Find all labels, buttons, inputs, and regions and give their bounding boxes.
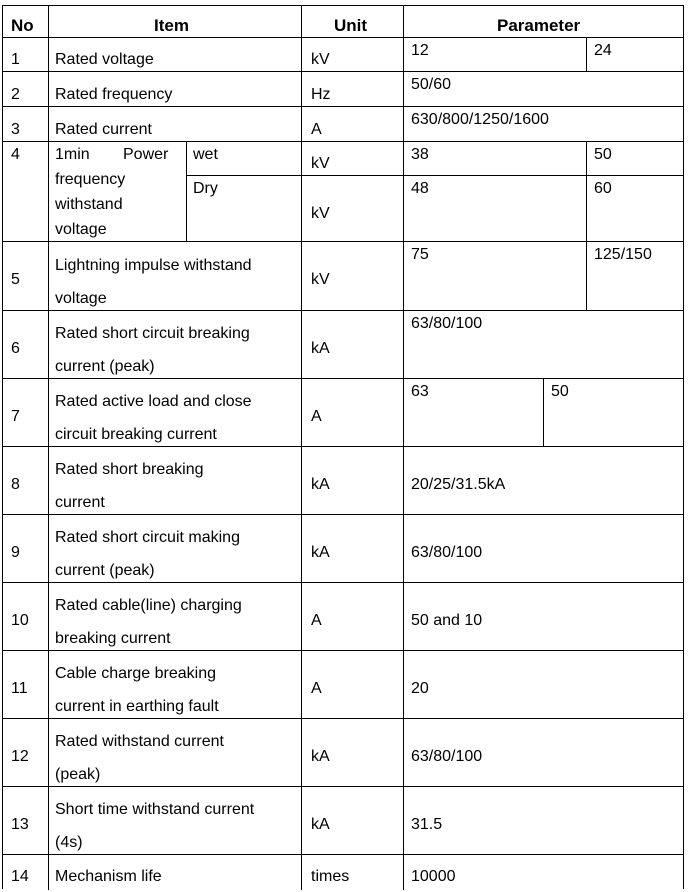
row-unit: kA: [311, 816, 330, 833]
row-item: Rated current: [55, 121, 152, 138]
row-no: 9: [11, 544, 20, 561]
row-item-line: Short time withstand current: [55, 801, 255, 818]
row-item-line: current: [55, 494, 105, 511]
row-item-line: (4s): [55, 834, 83, 851]
row-no: 12: [11, 748, 29, 765]
row-no: 7: [11, 408, 20, 425]
row-unit: kA: [311, 544, 330, 561]
header-item: Item: [154, 16, 189, 35]
row-unit: A: [311, 121, 322, 138]
row-item-line: withstand: [55, 196, 123, 213]
row-param-2: 50: [594, 146, 612, 163]
row-item: Rated frequency: [55, 86, 173, 103]
header-no: No: [11, 16, 34, 35]
row-unit: kA: [311, 476, 330, 493]
row-unit: A: [311, 408, 322, 425]
row-param-1: 20/25/31.5kA: [411, 476, 506, 493]
row-param-1: 50/60: [411, 76, 452, 93]
row-item-line: breaking current: [55, 630, 171, 647]
row-item-line: frequency: [55, 171, 126, 188]
row-item-line: Cable charge breaking: [55, 665, 216, 682]
row-param-1: 20: [411, 680, 429, 697]
row-no: 14: [11, 868, 29, 885]
row-param-1: 63/80/100: [411, 748, 483, 765]
row-item-line: current (peak): [55, 562, 155, 579]
row-item-line: Rated short circuit breaking: [55, 325, 250, 342]
row-no: 5: [11, 271, 20, 288]
row-item-line: Rated cable(line) charging: [55, 597, 242, 614]
row-param-1: 75: [411, 246, 429, 263]
row-unit: times: [311, 868, 350, 885]
row-param-1: 48: [411, 180, 429, 197]
row-item-line: Rated short circuit making: [55, 529, 240, 546]
row-item-line: Power: [123, 146, 169, 163]
row-item-line: Rated active load and close: [55, 393, 252, 410]
row-unit: kV: [311, 205, 330, 222]
row-param-1: 10000: [411, 868, 456, 885]
row-item-line: Lightning impulse withstand: [55, 257, 252, 274]
row-subitem: wet: [193, 146, 218, 163]
row-item-line: Rated withstand current: [55, 733, 224, 750]
header-parameter: Parameter: [497, 16, 581, 35]
row-param-1: 630/800/1250/1600: [411, 111, 549, 128]
row-param-2: 24: [594, 42, 612, 59]
row-unit: Hz: [311, 86, 331, 103]
row-unit: kA: [311, 748, 330, 765]
row-unit: A: [311, 612, 322, 629]
row-unit: kV: [311, 155, 330, 172]
row-param-1: 63: [411, 383, 429, 400]
row-item-line: circuit breaking current: [55, 426, 217, 443]
row-param-1: 63/80/100: [411, 544, 483, 561]
row-no: 3: [11, 121, 20, 138]
row-param-2: 50: [551, 383, 569, 400]
row-item: Rated voltage: [55, 51, 154, 68]
row-no: 8: [11, 476, 20, 493]
row-unit: kV: [311, 271, 330, 288]
row-item-line: (peak): [55, 766, 101, 783]
row-no: 13: [11, 816, 29, 833]
row-item-line: current (peak): [55, 358, 155, 375]
header-unit: Unit: [334, 16, 368, 35]
row-unit: kV: [311, 51, 330, 68]
row-item-line: current in earthing fault: [55, 698, 219, 715]
row-param-1: 31.5: [411, 816, 443, 833]
row-param-2: 125/150: [594, 246, 652, 263]
row-param-1: 12: [411, 42, 429, 59]
row-unit: A: [311, 680, 322, 697]
row-param-1: 38: [411, 146, 429, 163]
row-item: Mechanism life: [55, 868, 162, 885]
row-subitem: Dry: [193, 180, 218, 197]
spec-table: [2, 5, 684, 889]
row-no: 6: [11, 340, 20, 357]
row-param-1: 50 and 10: [411, 612, 483, 629]
row-item-line: Rated short breaking: [55, 461, 204, 478]
row-unit: kA: [311, 340, 330, 357]
row-no: 11: [11, 680, 28, 697]
row-item-line: 1min: [55, 146, 90, 163]
row-no: 10: [11, 612, 29, 629]
row-item-line: voltage: [55, 221, 107, 238]
row-param-2: 60: [594, 180, 612, 197]
row-item-line: voltage: [55, 290, 107, 307]
row-param-1: 63/80/100: [411, 315, 483, 332]
row-no: 2: [11, 86, 20, 103]
row-no: 4: [11, 146, 20, 163]
row-no: 1: [11, 51, 20, 68]
